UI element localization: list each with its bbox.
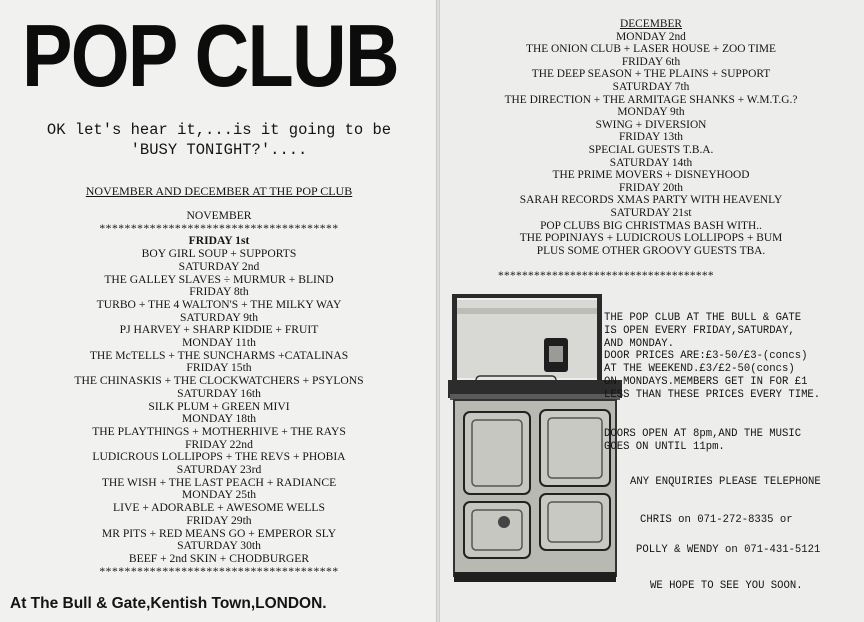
november-listing-line: SATURDAY 2nd	[178, 259, 260, 273]
december-listing-line: MONDAY 9th	[617, 106, 685, 119]
november-listing-line: SILK PLUM + GREEN MIVI	[148, 399, 290, 413]
opening-info-line: THE POP CLUB AT THE BULL & GATE	[604, 312, 802, 324]
opening-info-line: ON MONDAYS.MEMBERS GET IN FOR £1	[604, 375, 808, 388]
stove-picture	[448, 294, 622, 586]
november-listing-line: FRIDAY 22nd	[185, 437, 253, 451]
november-listing-line: LIVE + ADORABLE + AWESOME WELLS	[113, 501, 325, 515]
november-stars-divider: **************************************	[99, 221, 339, 235]
doors-info	[604, 428, 864, 454]
right-panel	[438, 0, 864, 622]
enquiries-line: ANY ENQUIRIES PLEASE TELEPHONE	[630, 476, 821, 488]
november-listing-line: FRIDAY 15th	[186, 361, 252, 375]
contact-polly-wendy: POLLY & WENDY on 071-431-5121	[636, 544, 821, 556]
tagline-line-1: OK let's hear it,...is it going to be	[46, 121, 392, 139]
december-listing-line: SATURDAY 21st	[610, 206, 692, 219]
december-listing-line: THE ONION CLUB + LASER HOUSE + ZOO TIME	[526, 43, 776, 56]
december-listing-line: THE PRIME MOVERS + DISNEYHOOD	[552, 169, 750, 182]
december-listing-line: MONDAY 2nd	[616, 30, 686, 43]
november-heading: NOVEMBER	[186, 209, 252, 222]
december-listings	[438, 18, 864, 257]
november-listing-line: SATURDAY 9th	[179, 310, 259, 324]
december-listing-line: SPECIAL GUESTS T.B.A.	[588, 143, 714, 156]
november-listing-line: FRIDAY 29th	[186, 513, 252, 527]
november-listing-line: THE McTELLS + THE SUNCHARMS +CATALINAS	[89, 348, 349, 362]
december-listing-line: SARAH RECORDS XMAS PARTY WITH HEAVENLY	[519, 194, 783, 207]
november-listing-line: MONDAY 25th	[181, 488, 257, 502]
december-listing-line: FRIDAY 6th	[621, 55, 681, 68]
december-listing-line: THE POPINJAYS + LUDICROUS LOLLIPOPS + BUM	[519, 232, 783, 245]
november-listing-line: THE GALLEY SLAVES ÷ MURMUR + BLIND	[104, 272, 334, 286]
listing-subheading: NOVEMBER AND DECEMBER AT THE POP CLUB	[85, 184, 353, 198]
december-listing-line: SATURDAY 14th	[609, 156, 693, 169]
november-listing-line: PJ HARVEY + SHARP KIDDIE + FRUIT	[119, 323, 319, 337]
page-fold	[436, 0, 440, 622]
opening-info-line: DOOR PRICES ARE:£3-50/£3-(concs)	[604, 350, 808, 363]
november-listing-line: SATURDAY 23rd	[176, 463, 262, 477]
november-listing-line: BEEF + 2nd SKIN + CHODBURGER	[128, 551, 310, 565]
december-listing-line: SWING + DIVERSION	[595, 118, 707, 131]
opening-info	[604, 312, 864, 402]
november-listing-line: THE PLAYTHINGS + MOTHERHIVE + THE RAYS	[92, 424, 346, 438]
opening-info-line: IS OPEN EVERY FRIDAY,SATURDAY,	[604, 324, 795, 337]
december-listing-line: THE DIRECTION + THE ARMITAGE SHANKS + W.M.T.G.?	[504, 93, 798, 106]
november-listing-line: SATURDAY 16th	[177, 386, 261, 400]
december-listing-line: SATURDAY 7th	[612, 80, 690, 93]
november-listing-line: LUDICROUS LOLLIPOPS + THE REVS + PHOBIA	[92, 450, 346, 464]
december-listing-line: FRIDAY 13th	[618, 131, 684, 144]
november-listing-line: TURBO + THE 4 WALTON'S + THE MILKY WAY	[96, 297, 342, 311]
november-listing-line: FRIDAY 8th	[189, 285, 249, 299]
november-listing-line: SATURDAY 30th	[177, 539, 261, 553]
november-listing-line: BOY GIRL SOUP + SUPPORTS	[141, 247, 297, 261]
november-listings	[0, 210, 438, 578]
contact-chris: CHRIS on 071-272-8335 or	[640, 514, 793, 526]
tagline-line-2: 'BUSY TONIGHT?'....	[130, 141, 308, 159]
december-stars-divider: ************************************	[498, 270, 714, 282]
november-listing-line: MR PITS + RED MEANS GO + EMPEROR SLY	[101, 526, 337, 540]
doors-info-line: GOES ON UNTIL 11pm.	[604, 440, 725, 453]
opening-info-line: AND MONDAY.	[604, 337, 674, 350]
venue-line: At The Bull & Gate,Kentish Town,LONDON.	[10, 595, 327, 612]
november-end-stars: **************************************	[99, 564, 339, 578]
december-listing-line: POP CLUBS BIG CHRISTMAS BASH WITH..	[540, 219, 762, 232]
signoff-line: WE HOPE TO SEE YOU SOON.	[650, 580, 803, 592]
november-listing-line: FRIDAY 1st	[188, 234, 250, 248]
opening-info-line: LESS THAN THESE PRICES EVERY TIME.	[604, 388, 821, 401]
doors-info-line: DOORS OPEN AT 8pm,AND THE MUSIC	[604, 428, 802, 440]
december-listing-line: PLUS SOME OTHER GROOVY GUESTS TBA.	[536, 244, 766, 257]
december-heading: DECEMBER	[619, 18, 683, 30]
november-listing-line: THE CHINASKIS + THE CLOCKWATCHERS + PSYLONS	[74, 374, 364, 388]
masthead-title: POP CLUB	[22, 6, 398, 105]
november-listing-line: THE WISH + THE LAST PEACH + RADIANCE	[101, 475, 337, 489]
opening-info-line: AT THE WEEKEND.£3/£2-50(concs)	[604, 363, 795, 376]
december-listing-line: THE DEEP SEASON + THE PLAINS + SUPPORT	[531, 68, 771, 81]
november-listing-line: MONDAY 18th	[181, 412, 257, 426]
november-listing-line: MONDAY 11th	[182, 336, 256, 350]
december-listing-line: FRIDAY 20th	[618, 181, 684, 194]
